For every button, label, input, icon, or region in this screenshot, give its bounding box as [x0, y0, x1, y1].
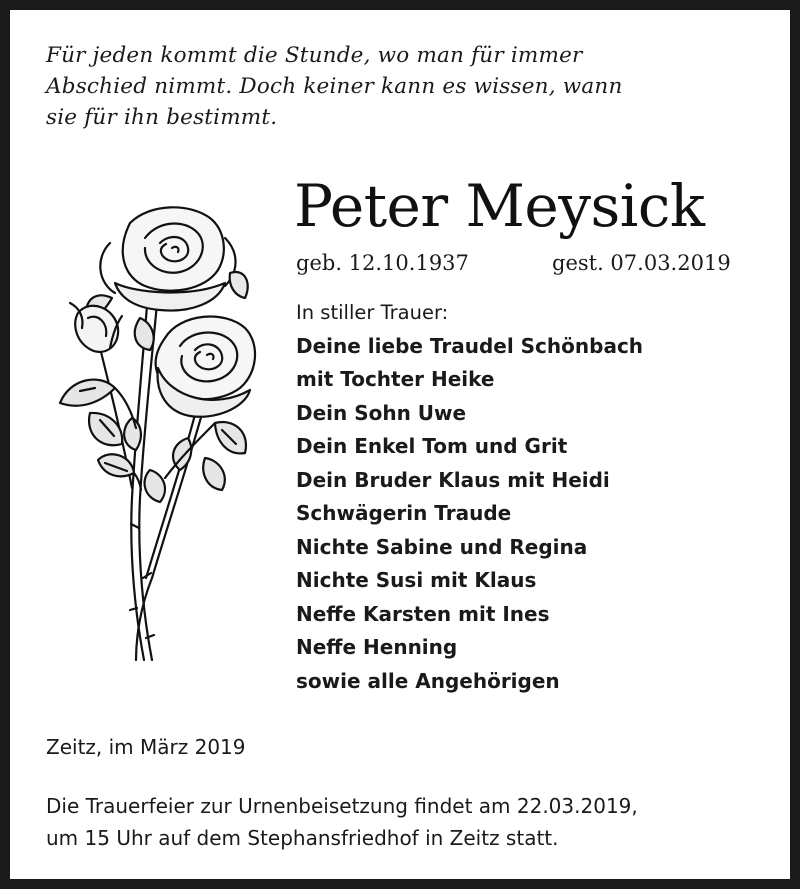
- mourner-name: Dein Enkel Tom und Grit: [296, 434, 568, 458]
- mourner-name: Nichte Susi mit Klaus: [296, 568, 537, 592]
- place-and-date: Zeitz, im März 2019: [46, 735, 246, 759]
- mourner-name: Neffe Karsten mit Ines: [296, 601, 550, 626]
- mourners-list: [296, 296, 643, 698]
- mourners-intro: In stiller Trauer:: [296, 301, 449, 324]
- poem-line: sie für ihn bestimmt.: [46, 105, 278, 130]
- mourner-name: Nichte Sabine und Regina: [296, 534, 588, 559]
- mourner-name: mit Tochter Heike: [296, 367, 495, 391]
- memorial-poem: [46, 40, 776, 133]
- mourner-name: Neffe Henning: [296, 635, 458, 659]
- deceased-name: Peter Meysick: [294, 172, 705, 240]
- mourner-name: sowie alle Angehörigen: [296, 668, 560, 693]
- poem-line: Abschied nimmt. Doch keiner kann es wissen, wann: [46, 74, 623, 99]
- ceremony-notice: [46, 790, 638, 854]
- death-date: gest. 07.03.2019: [552, 251, 731, 275]
- poem-line: Für jeden kommt die Stunde, wo man für immer: [46, 43, 583, 68]
- mourner-name: Dein Bruder Klaus mit Heidi: [296, 467, 610, 492]
- rose-illustration-icon: [40, 198, 260, 668]
- ceremony-line: um 15 Uhr auf dem Stephansfriedhof in Zeitz statt.: [46, 826, 559, 850]
- ceremony-line: Die Trauerfeier zur Urnenbeisetzung findet am 22.03.2019,: [46, 794, 638, 818]
- mourner-name: Deine liebe Traudel Schönbach: [296, 333, 644, 358]
- mourner-name: Schwägerin Traude: [296, 501, 512, 525]
- birth-date: geb. 12.10.1937: [296, 251, 469, 275]
- mourner-name: Dein Sohn Uwe: [296, 400, 467, 425]
